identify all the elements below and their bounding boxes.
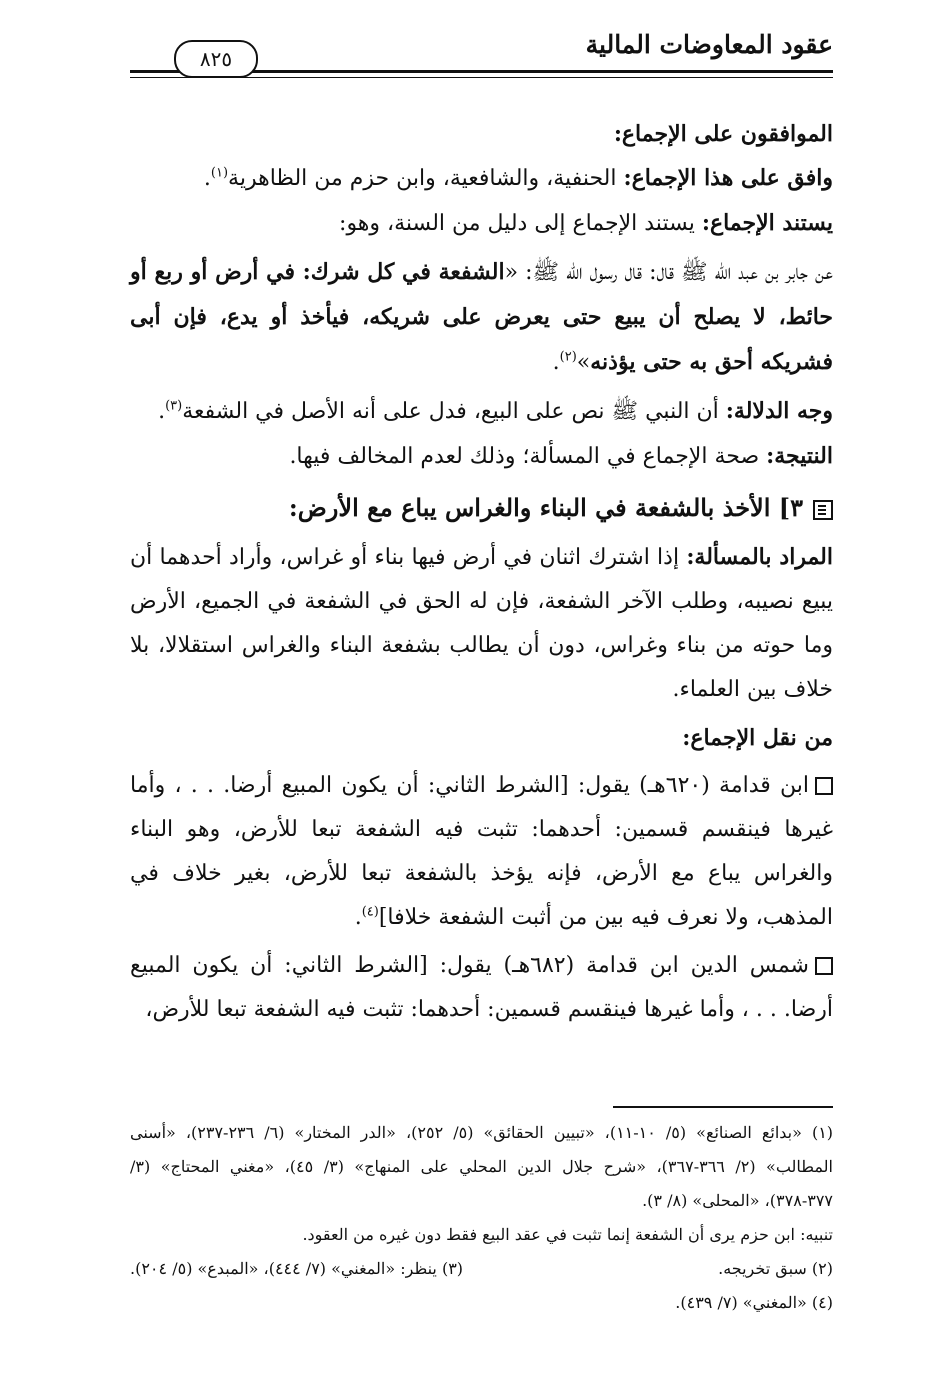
- evidence-paragraph: وجه الدلالة: أن النبي ﷺ نص على البيع، فدل على أنه الأصل في الشفعة$^{(٣)}$.: [158, 398, 833, 424]
- evidence-text: أن النبي ﷺ نص على البيع، فدل على أنه الأصل في الشفعة: [182, 399, 726, 424]
- footnote-ref-1: (١): [210, 165, 229, 181]
- hadith-text: الشفعة في كل شرك: في أرض أو ربع أو حائط، لا يصلح أن يبيع حتى يعرض على شريكه، فيأخذ أو يدع، فإن أبى فشريكه أحق به حتى يؤذنه: [130, 259, 833, 375]
- footnote-note: تنبيه: ابن حزم يرى أن الشفعة إنما تثبت في عقد البيع فقط دون غيره من العقود.: [302, 1225, 833, 1244]
- footnote-ref-3: (٣): [165, 398, 183, 414]
- footnote-4: (٤) «المغني» (٧/ ٤٣٩).: [675, 1293, 833, 1312]
- main-text: [130, 112, 833, 1032]
- running-title: عقود المعاوضات المالية: [585, 30, 833, 59]
- quote-2: [130, 944, 833, 1032]
- agree-text: الحنفية، والشافعية، وابن حزم من الظاهرية: [228, 166, 624, 191]
- page-header: [130, 28, 833, 84]
- agree-heading: الموافقون على الإجماع:: [613, 121, 833, 147]
- hadith-close: »: [576, 350, 591, 375]
- footnote-2: (٢) سبق تخريجه.: [718, 1259, 833, 1278]
- checkbox-bullet-icon: [815, 957, 833, 975]
- page-number: ٨٢٥: [174, 40, 258, 78]
- result-label: النتيجة:: [766, 443, 833, 469]
- transmit-heading: من نقل الإجماع:: [682, 725, 833, 751]
- footnote-ref-4: (٤): [361, 904, 379, 920]
- meaning-label: المراد بالمسألة:: [686, 544, 833, 570]
- quote-1: ابن قدامة (٦٢٠هـ) يقول: [الشرط الثاني: أن يكون المبيع أرضا. . . ، وأما غيرها فينقسم قسمين: أحدهما: تثبت فيه الشفعة تبعا للأرض، وهو البناء والغراس يباع مع الأرض، فإنه يؤخذ بالشفعة تبعا للأرض، بغير خلاف في المذهب، ولا نعرف فيه بين من أثبت الشفعة خلافا]$^{(٤)}$.: [130, 773, 833, 930]
- basis-text: يستند الإجماع إلى دليل من السنة، وهو:: [339, 211, 702, 236]
- result-paragraph: [130, 434, 833, 479]
- basis-paragraph: [130, 201, 833, 246]
- agree-label: وافق على هذا الإجماع:: [623, 165, 833, 191]
- footnote-ref-2: (٢): [559, 349, 577, 365]
- section-marker-icon: [813, 500, 833, 520]
- footnote-row: [130, 1252, 833, 1286]
- evidence-label: وجه الدلالة:: [725, 398, 833, 424]
- footnote-separator: [613, 1106, 833, 1108]
- quote-1-text: ابن قدامة (٦٢٠هـ) يقول: [الشرط الثاني: أن يكون المبيع أرضا. . . ، وأما غيرها فينقسم قسمين: أحدهما: تثبت فيه الشفعة تبعا للأرض، وهو البناء والغراس يباع مع الأرض، فإنه يؤخذ بالشفعة تبعا للأرض، بغير خلاف في المذهب، ولا نعرف فيه بين من أثبت الشفعة خلافا]: [130, 773, 833, 930]
- footnote-1: (١) «بدائع الصنائع» (٥/ ١٠-١١)، «تبيين الحقائق» (٥/ ٢٥٢)، «الدر المختار» (٦/ ٢٣٦-٢٣٧)، «أسنى المطالب» (٢/ ٣٦٦-٣٦٧)، «شرح جلال الدين المحلي على المنهاج» (٣/ ٤٥)، «مغني المحتاج» (٣/ ٣٧٧-٣٧٨)، «المحلى» (٨/ ٣).: [130, 1123, 834, 1210]
- agree-paragraph: وافق على هذا الإجماع: الحنفية، والشافعية، وابن حزم من الظاهرية$^{(١)}$.: [203, 165, 833, 191]
- hadith-intro: عن جابر بن عبد الله ﷺ قال: قال رسول الله ﷺ: «: [504, 260, 833, 285]
- footnote-3: (٣) ينظر: «المغني» (٧/ ٤٤٤)، «المبدع» (٥/ ٢٠٤).: [130, 1259, 464, 1278]
- result-text: صحة الإجماع في المسألة؛ وذلك لعدم المخالف فيها.: [289, 444, 767, 469]
- section-heading: [130, 483, 833, 533]
- quote-2-text: شمس الدين ابن قدامة (٦٨٢هـ) يقول: [الشرط الثاني: أن يكون المبيع أرضا. . . ، وأما غيرها فينقسم قسمين: أحدهما: تثبت فيه الشفعة تبعا للأرض،: [130, 953, 833, 1022]
- checkbox-bullet-icon: [815, 777, 833, 795]
- footnotes: [130, 1116, 833, 1320]
- meaning-text: إذا اشترك اثنان في أرض فيها بناء أو غراس، وأراد أحدهما أن يبيع نصيبه، وطلب الآخر الشفعة، فإن له الحق في الشفعة في الجميع، الأرض وما حوته من بناء وغراس، دون أن يطالب بشفعة البناء والغراس استقلالا، بلا خلاف بين العلماء.: [130, 545, 833, 702]
- basis-label: يستند الإجماع:: [701, 210, 833, 236]
- hadith-paragraph: عن جابر بن عبد الله ﷺ قال: قال رسول الله ﷺ: «الشفعة في كل شرك: في أرض أو ربع أو حائط، لا يصلح أن يبيع حتى يعرض على شريكه، فيأخذ أو يدع، فإن أبى فشريكه أحق به حتى يؤذنه»$^{(٢)}$.: [130, 259, 833, 375]
- meaning-paragraph: [130, 535, 833, 712]
- section-heading-text: ٣] الأخذ بالشفعة في البناء والغراس يباع مع الأرض:: [288, 493, 803, 522]
